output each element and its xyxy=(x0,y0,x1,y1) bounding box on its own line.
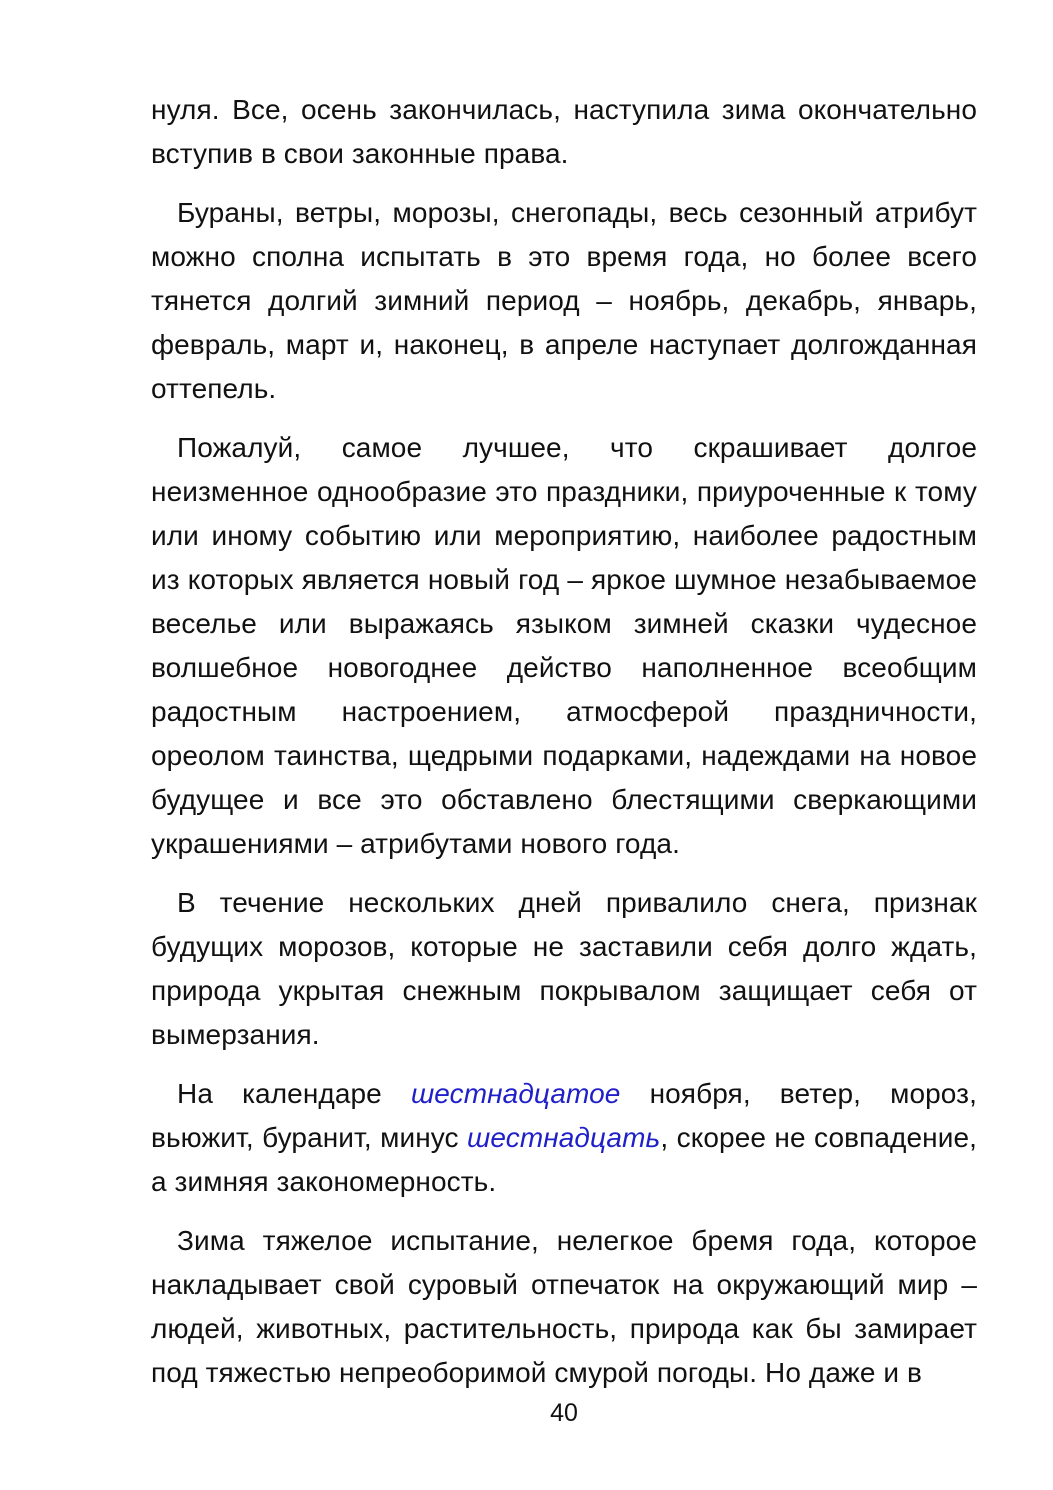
highlighted-word: шестнадцать xyxy=(467,1122,661,1153)
text-segment: нуля. Все, осень закончилась, наступила зима окончательно вступив в свои законные права. xyxy=(151,94,977,169)
text-segment: Пожалуй, самое лучшее, что скрашивает долгое неизменное однообразие это праздники, приуроченные к тому или иному событию или мероприятию, наиболее радостным из которых является новый год – яркое шумное незабываемое веселье или выражаясь языком зимней сказки чудесное волшебное новогоднее действо наполненное всеобщим радостным настроением, атмосферой праздничности, ореолом таинства, щедрыми подарками, надеждами на новое будущее и все это обставлено блестящими сверкающими украшениями – атрибутами нового года. xyxy=(151,432,977,859)
page-number-label: 40 xyxy=(550,1399,578,1427)
paragraph xyxy=(151,426,977,866)
text-segment: Зима тяжелое испытание, нелегкое бремя года, которое накладывает свой суровый отпечаток на окружающий мир – людей, животных, растительность, природа как бы замирает под тяжестью непреоборимой смурой погоды. Но даже и в xyxy=(151,1225,977,1388)
text-segment: На календаре xyxy=(177,1078,411,1109)
paragraph xyxy=(151,191,977,411)
text-segment: В течение нескольких дней привалило снега, признак будущих морозов, которые не заставили себя долго ждать, природа укрытая снежным покрывалом защищает себя от вымерзания. xyxy=(151,887,977,1050)
paragraph xyxy=(151,1072,977,1204)
text-segment: , скорее не совпадение, а зимняя закономерность. xyxy=(151,1122,977,1197)
paragraph xyxy=(151,88,977,176)
text-segment: Бураны, ветры, морозы, снегопады, весь сезонный атрибут можно сполна испытать в это время года, но более всего тянется долгий зимний период – ноябрь, декабрь, январь, февраль, март и, наконец, в апреле наступает долгожданная оттепель. xyxy=(151,197,977,404)
page-text xyxy=(151,88,977,1410)
text-segment: ноября, ветер, мороз, вьюжит, буранит, минус xyxy=(151,1078,977,1153)
paragraph xyxy=(151,881,977,1057)
highlighted-word: шестнадцатое xyxy=(410,1078,621,1109)
paragraph xyxy=(151,1219,977,1395)
